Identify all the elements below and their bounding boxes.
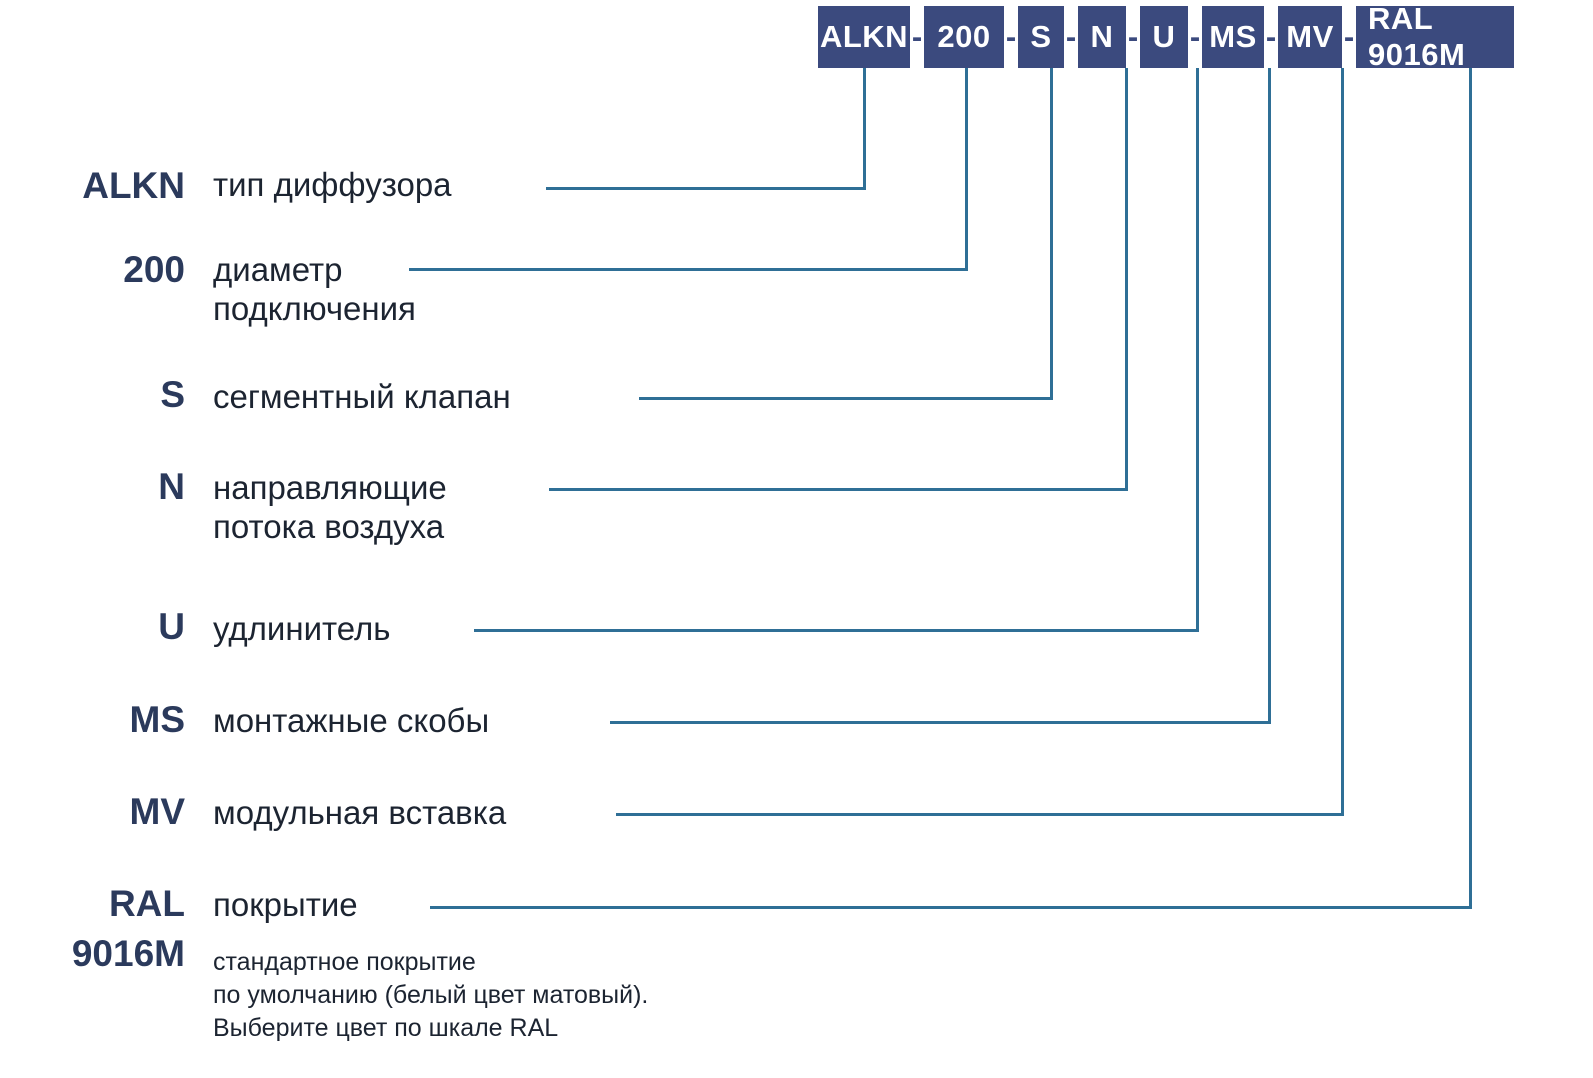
code-box-mv[interactable]: MV (1278, 6, 1342, 68)
connector-line-u-v (1196, 68, 1199, 632)
ral-note-line2: по умолчанию (белый цвет матовый). (213, 981, 649, 1009)
legend-code-n: N (158, 466, 185, 507)
legend-desc-s: сегментный клапан (213, 378, 511, 415)
legend-desc-u: удлинитель (213, 610, 391, 647)
legend-code-mv: MV (129, 791, 185, 832)
legend-code-ral-line2: 9016M (71, 933, 185, 974)
connector-line-s-v (1050, 68, 1053, 400)
code-separator: - (1189, 19, 1201, 54)
legend-code-alkn: ALKN (82, 165, 185, 206)
legend-desc-200-line1: диаметр (213, 251, 343, 288)
legend-code-s: S (160, 374, 185, 415)
code-separator: - (1265, 19, 1277, 54)
code-box-ms[interactable]: MS (1202, 6, 1264, 68)
connector-line-mv-v (1341, 68, 1344, 816)
ral-note-line1: стандартное покрытие (213, 948, 476, 976)
code-box-u[interactable]: U (1140, 6, 1188, 68)
legend-code-ral-line1: RAL (108, 883, 185, 924)
connector-line-mv-h (616, 813, 1344, 816)
code-separator: - (1005, 19, 1017, 54)
connector-line-ms-v (1268, 68, 1271, 724)
product-code-row (818, 1, 1514, 72)
connector-line-n-v (1125, 68, 1128, 491)
code-separator: - (1343, 19, 1355, 54)
connector-line-ral-h (430, 906, 1472, 909)
legend-desc-n-line1: направляющие (213, 469, 447, 506)
legend-desc-ms: монтажные скобы (213, 702, 490, 739)
ral-note-line3: Выберите цвет по шкале RAL (213, 1014, 559, 1042)
code-box-ral[interactable]: RAL 9016M (1356, 6, 1514, 68)
code-separator: - (1065, 19, 1077, 54)
connector-line-alkn-h (546, 187, 866, 190)
legend-desc-n-line2: потока воздуха (213, 508, 445, 545)
legend-desc-mv: модульная вставка (213, 794, 507, 831)
legend-code-200: 200 (123, 249, 185, 290)
code-box-200[interactable]: 200 (924, 6, 1004, 68)
connector-line-u-h (474, 629, 1199, 632)
code-box-n[interactable]: N (1078, 6, 1126, 68)
connector-line-200-v (965, 68, 968, 271)
connector-line-s-h (639, 397, 1053, 400)
legend-desc-ral: покрытие (213, 886, 358, 923)
legend-desc-alkn: тип диффузора (213, 166, 452, 203)
code-separator: - (1127, 19, 1139, 54)
legend-desc-200-line2: подключения (213, 290, 416, 327)
legend-code-ms: MS (129, 699, 185, 740)
legend-code-u: U (158, 606, 185, 647)
connector-line-ral-v (1469, 68, 1472, 908)
code-box-s[interactable]: S (1018, 6, 1064, 68)
connector-line-ms-h (610, 721, 1271, 724)
code-box-alkn[interactable]: ALKN (818, 6, 910, 68)
connector-line-alkn-v (863, 68, 866, 190)
connector-line-n-h (549, 488, 1128, 491)
connector-line-200-h (409, 268, 968, 271)
code-separator: - (911, 19, 923, 54)
